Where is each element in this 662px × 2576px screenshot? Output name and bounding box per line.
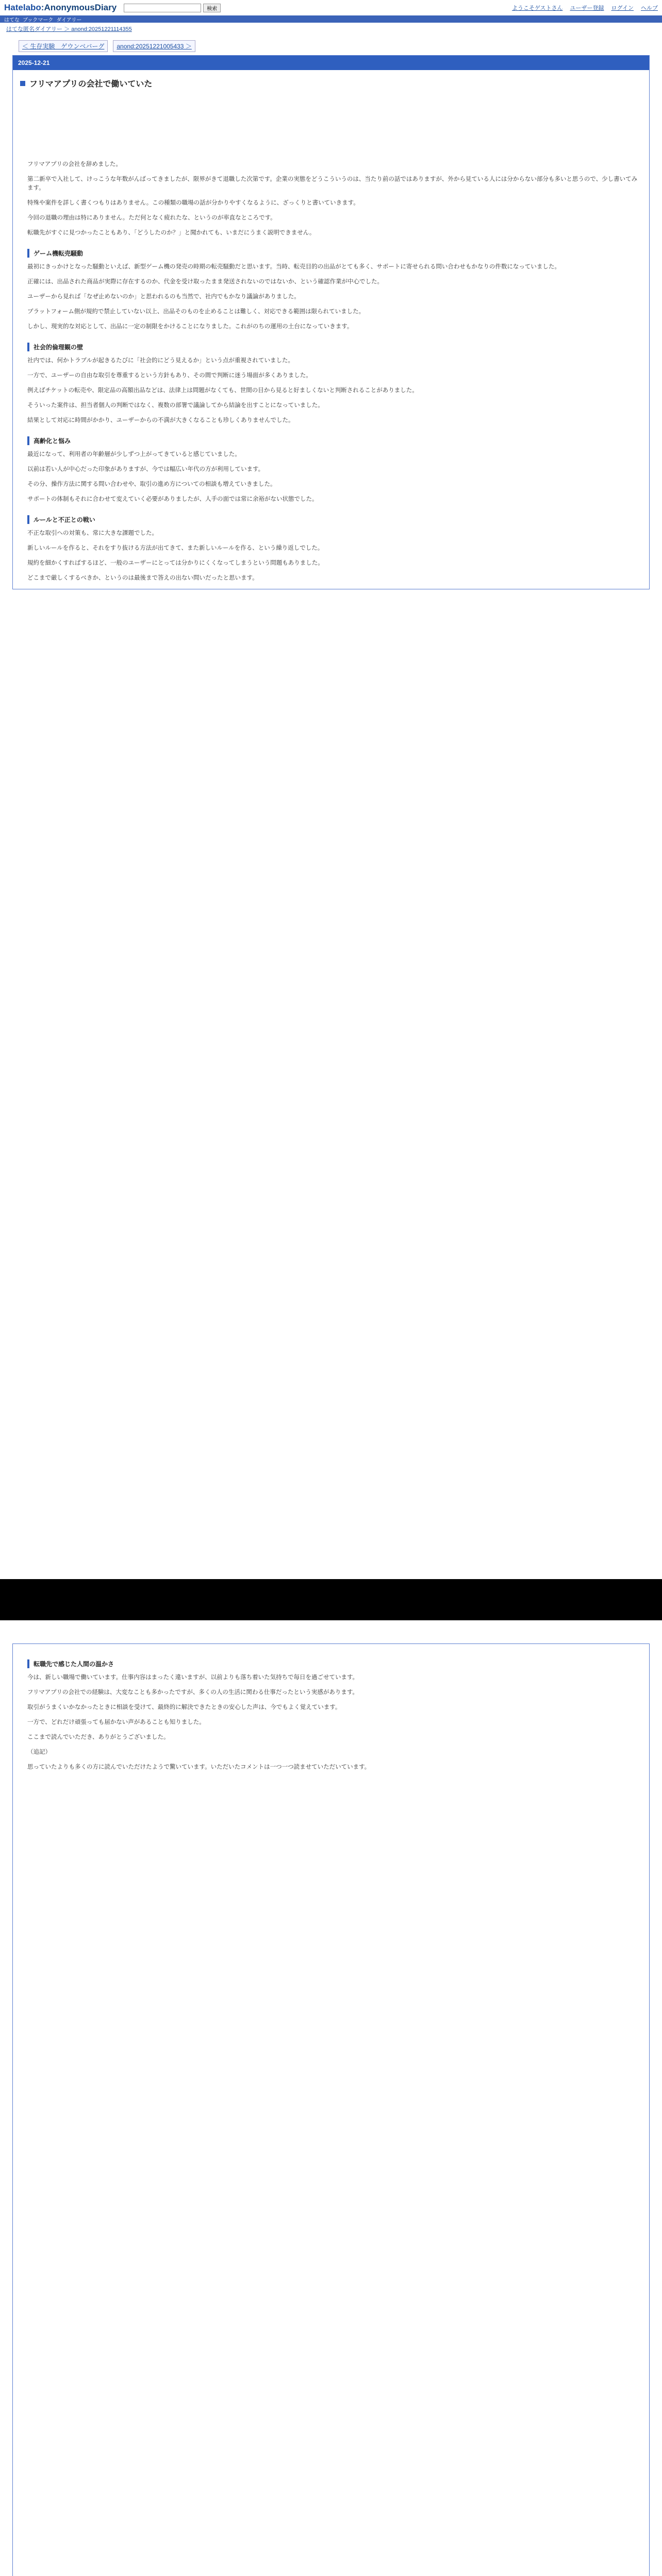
- section-heading: ゲーム機転売騒動: [27, 249, 640, 258]
- breadcrumb: [0, 23, 662, 35]
- paragraph: 一方で、ユーザーの自由な取引を尊重するという方針もあり、その間で判断に迷う場面が多くありました。: [27, 372, 312, 379]
- site-logo[interactable]: [4, 3, 117, 13]
- next-entry-link[interactable]: anond:20251221005433 ＞: [113, 40, 195, 52]
- paragraph: 今は、新しい職場で働いています。仕事内容はまったく違いますが、以前よりも落ち着いた気持ちで毎日を過ごせています。: [27, 1674, 359, 1681]
- paragraph: 一方で、どれだけ頑張っても届かない声があることも知りました。: [27, 1719, 205, 1725]
- screenshot-divider: [0, 1579, 662, 1620]
- paragraph: 思っていたよりも多くの方に読んでいただけたようで驚いています。いただいたコメントは一つ一つ読ませていただいています。: [27, 1764, 371, 1770]
- breadcrumb-link[interactable]: はてな匿名ダイアリー ＞ anond:20251221114355: [6, 26, 132, 32]
- section-heading: 社会的倫理観の壁: [27, 343, 640, 351]
- section-heading: 高齢化と悩み: [27, 436, 640, 445]
- paragraph: フリマアプリの会社を辞めました。: [27, 161, 122, 167]
- paragraph: 正確には、出品された商品が実際に存在するのか、代金を受け取ったまま発送されないのではないか、という確認作業が中心でした。: [27, 279, 383, 285]
- entry-date: 2025-12-21: [13, 56, 649, 70]
- paragraph: 転職先がすぐに見つかったこともあり、「どうしたのか？」と聞かれても、いまだにうまく説明できません。: [27, 230, 316, 236]
- paragraph: 取引がうまくいかなかったときに相談を受けて、最終的に解決できたときの安心した声は、今でもよく覚えています。: [27, 1704, 341, 1710]
- continuation-body: [13, 1644, 649, 1772]
- paragraph: ここまで読んでいただき、ありがとうございました。: [27, 1734, 170, 1740]
- paragraph: サポートの体制もそれに合わせて変えていく必要がありましたが、人手の面では常に余裕がない状態でした。: [27, 496, 318, 502]
- help-link[interactable]: ヘルプ: [641, 5, 658, 11]
- nav-strip: [0, 15, 662, 23]
- body-spacer: [27, 94, 640, 160]
- top-header: [0, 0, 662, 15]
- logo-hatelabo: Hatelabo: [4, 3, 41, 12]
- title-bullet-icon: [20, 81, 25, 86]
- welcome-link[interactable]: ようこそゲストさん: [511, 5, 563, 11]
- register-link[interactable]: ユーザー登録: [570, 5, 604, 11]
- paragraph: プラットフォーム側が規約で禁止していない以上、出品そのものを止めることは難しく、対応できる範囲は限られていました。: [27, 309, 365, 315]
- paragraph: 特殊や案件を詳しく書くつもりはありません。この種類の職場の話が分かりやすくなるように、ざっくりと書いていきます。: [27, 200, 359, 206]
- diary-navigation: [19, 40, 643, 52]
- paragraph: 以前は若い人が中心だった印象がありますが、今では幅広い年代の方が利用しています。: [27, 466, 264, 472]
- paragraph: その分、操作方法に関する問い合わせや、取引の進め方についての相談も増えていきました。: [27, 481, 276, 487]
- paragraph: しかし、現実的な対応として、出品に一定の制限をかけることになりました。これがのちの運用の土台になっていきます。: [27, 324, 353, 330]
- paragraph: 最初にきっかけとなった騒動といえば、新型ゲーム機の発売の時期の転売騒動だと思います。当時、転売目的の出品がとても多く、サポートに寄せられる問い合わせもかなりの件数になっていました。: [27, 264, 560, 270]
- entry-day-box: [12, 55, 650, 589]
- search-input[interactable]: [124, 4, 201, 12]
- section-heading: 転職先で感じた人間の温かさ: [27, 1659, 640, 1668]
- paragraph: 不正な取引への対策も、常に大きな課題でした。: [27, 530, 158, 536]
- prev-entry-link[interactable]: ＜ 生存実験 ゲウンベバーグ: [19, 40, 108, 52]
- nav-diary[interactable]: ダイアリー: [56, 17, 82, 23]
- paragraph: 最近になって、利用者の年齢層が少しずつ上がってきていると感じていました。: [27, 451, 241, 457]
- entry-continuation: [12, 1643, 650, 2576]
- paragraph: どこまで厳しくするべきか、というのは最後まで答えの出ない問いだったと思います。: [27, 575, 258, 581]
- entry-title: [20, 77, 642, 89]
- nav-hatena[interactable]: はてな: [4, 17, 20, 23]
- paragraph: 社内では、何かトラブルが起きるたびに「社会的にどう見えるか」という点が重視されていました。: [27, 358, 294, 364]
- paragraph: 新しいルールを作ると、それをすり抜ける方法が出てきて、また新しいルールを作る、という繰り返しでした。: [27, 545, 324, 551]
- entry-title-text[interactable]: フリマアプリの会社で働いていた: [29, 80, 153, 89]
- search-button[interactable]: 検索: [203, 4, 221, 12]
- section-heading: ルールと不正との戦い: [27, 515, 640, 524]
- paragraph: 例えばチケットの転売や、限定品の高額出品などは、法律上は問題がなくても、世間の目から見ると好ましくないと判断されることがありました。: [27, 387, 418, 394]
- paragraph: フリマアプリの会社での経験は、大変なことも多かったですが、多くの人の生活に関わる仕事だったという実感があります。: [27, 1689, 358, 1696]
- nav-bookmark[interactable]: ブックマーク: [23, 17, 54, 23]
- entry-body: [13, 94, 649, 583]
- login-link[interactable]: ログイン: [611, 5, 634, 11]
- header-links: [512, 4, 658, 12]
- paragraph: ユーザーから見れば「なぜ止めないのか」と思われるのも当然で、社内でもかなり議論がありました。: [27, 294, 300, 300]
- paragraph: （追記）: [27, 1749, 51, 1755]
- paragraph: 第二新卒で入社して、けっこうな年数がんばってきましたが、限界がきて退職した次第です。企業の実態をどうこういうのは、当たり前の話ではありますが、外から見ている人には分からない部分も多いと思うので、少し書いてみます。: [27, 176, 638, 191]
- paragraph: 結果として対応に時間がかかり、ユーザーからの不満が大きくなることも珍しくありませんでした。: [27, 417, 294, 423]
- paragraph: 今回の退職の理由は特にありません。ただ何となく疲れたな、というのが率直なところです。: [27, 215, 276, 221]
- paragraph: そういった案件は、担当者個人の判断ではなく、複数の部署で議論してから結論を出すことになっていました。: [27, 402, 324, 409]
- logo-anonymous-diary: :AnonymousDiary: [41, 3, 117, 12]
- paragraph: 規約を細かくすればするほど、一般のユーザーにとっては分かりにくくなってしまうという問題もありました。: [27, 560, 324, 566]
